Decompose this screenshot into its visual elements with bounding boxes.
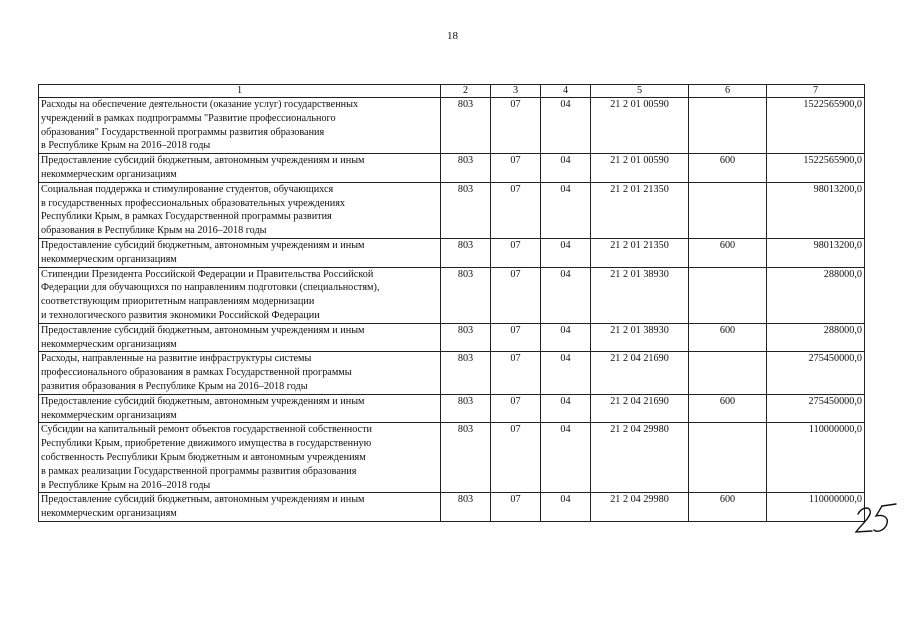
target-article-cell: 21 2 01 00590 <box>591 154 689 183</box>
subsection-code-cell: 04 <box>541 98 591 154</box>
section-code-cell: 07 <box>491 323 541 352</box>
header-col-6: 6 <box>689 85 767 98</box>
expense-name-line: в Республике Крым на 2016–2018 годы <box>41 479 211 491</box>
target-article-cell: 21 2 01 38930 <box>591 267 689 323</box>
expense-name-line: некоммерческим организациям <box>41 409 177 421</box>
header-col-3: 3 <box>491 85 541 98</box>
expense-name-line: образования" Государственной программы развития образования <box>41 126 325 138</box>
table-body <box>39 98 865 522</box>
target-article-cell: 21 2 01 21350 <box>591 238 689 267</box>
expense-type-cell <box>689 98 767 154</box>
amount-cell: 288000,0 <box>767 267 865 323</box>
subsection-code-cell: 04 <box>541 323 591 352</box>
expense-name-line: некоммерческим организациям <box>41 168 177 180</box>
subsection-code-cell: 04 <box>541 352 591 394</box>
target-article-cell: 21 2 04 21690 <box>591 352 689 394</box>
subsection-code-cell: 04 <box>541 238 591 267</box>
amount-cell: 98013200,0 <box>767 182 865 238</box>
target-article-cell: 21 2 01 00590 <box>591 98 689 154</box>
expense-name-cell <box>39 238 441 267</box>
target-article-cell: 21 2 01 21350 <box>591 182 689 238</box>
header-col-5: 5 <box>591 85 689 98</box>
table-row <box>39 267 865 323</box>
expense-name-line: Предоставление субсидий бюджетным, автономным учреждениям и иным <box>41 395 365 407</box>
expense-name-line: некоммерческим организациям <box>41 338 177 350</box>
expense-name-line: Предоставление субсидий бюджетным, автономным учреждениям и иным <box>41 324 365 336</box>
amount-cell: 110000000,0 <box>767 493 865 522</box>
expense-type-cell: 600 <box>689 394 767 423</box>
expense-name-cell <box>39 352 441 394</box>
table-row <box>39 423 865 493</box>
expense-type-cell <box>689 267 767 323</box>
expense-name-cell <box>39 423 441 493</box>
expense-name-line: Федерации для обучающихся по направлениям подготовки (специальностям), <box>41 282 380 294</box>
subsection-code-cell: 04 <box>541 394 591 423</box>
ministry-code-cell: 803 <box>441 267 491 323</box>
section-code-cell: 07 <box>491 423 541 493</box>
ministry-code-cell: 803 <box>441 238 491 267</box>
target-article-cell: 21 2 04 21690 <box>591 394 689 423</box>
expense-name-line: в рамках реализации Государственной программы развития образования <box>41 465 357 477</box>
section-code-cell: 07 <box>491 267 541 323</box>
table-row <box>39 394 865 423</box>
expense-name-line: Социальная поддержка и стимулирование студентов, обучающихся <box>41 183 334 195</box>
expense-name-line: Республики Крым, в рамках Государственной программы развития <box>41 211 332 223</box>
amount-cell: 110000000,0 <box>767 423 865 493</box>
header-row <box>39 85 865 98</box>
expense-name-cell <box>39 267 441 323</box>
expense-name-line: профессионального образования в рамках Государственной программы <box>41 367 352 379</box>
amount-cell: 1522565900,0 <box>767 98 865 154</box>
table-row <box>39 182 865 238</box>
expense-name-cell <box>39 323 441 352</box>
table-row <box>39 238 865 267</box>
subsection-code-cell: 04 <box>541 493 591 522</box>
section-code-cell: 07 <box>491 182 541 238</box>
table-row <box>39 323 865 352</box>
header-col-1: 1 <box>39 85 441 98</box>
expense-name-line: и технологического развития экономики Российской Федерации <box>41 309 320 321</box>
expense-name-cell <box>39 154 441 183</box>
header-col-7: 7 <box>767 85 865 98</box>
target-article-cell: 21 2 04 29980 <box>591 493 689 522</box>
amount-cell: 275450000,0 <box>767 394 865 423</box>
budget-table <box>38 84 865 522</box>
subsection-code-cell: 04 <box>541 182 591 238</box>
table-row <box>39 154 865 183</box>
expense-name-line: Субсидии на капитальный ремонт объектов государственной собственности <box>41 424 372 436</box>
table-row <box>39 98 865 154</box>
subsection-code-cell: 04 <box>541 154 591 183</box>
expense-name-line: Предоставление субсидий бюджетным, автономным учреждениям и иным <box>41 239 365 251</box>
handwritten-signature <box>852 500 900 538</box>
table-row <box>39 352 865 394</box>
expense-type-cell <box>689 423 767 493</box>
ministry-code-cell: 803 <box>441 352 491 394</box>
ministry-code-cell: 803 <box>441 154 491 183</box>
ministry-code-cell: 803 <box>441 493 491 522</box>
expense-name-line: Стипендии Президента Российской Федерации и Правительства Российской <box>41 268 374 280</box>
expense-type-cell: 600 <box>689 493 767 522</box>
ministry-code-cell: 803 <box>441 394 491 423</box>
table-row <box>39 493 865 522</box>
section-code-cell: 07 <box>491 394 541 423</box>
header-col-2: 2 <box>441 85 491 98</box>
section-code-cell: 07 <box>491 493 541 522</box>
expense-name-cell <box>39 493 441 522</box>
header-col-4: 4 <box>541 85 591 98</box>
expense-name-line: в государственных профессиональных образовательных учреждениях <box>41 197 346 209</box>
expense-name-line: Республики Крым, приобретение движимого имущества в государственную <box>41 438 372 450</box>
expense-name-cell <box>39 98 441 154</box>
target-article-cell: 21 2 01 38930 <box>591 323 689 352</box>
expense-name-line: некоммерческим организациям <box>41 253 177 265</box>
section-code-cell: 07 <box>491 238 541 267</box>
ministry-code-cell: 803 <box>441 182 491 238</box>
ministry-code-cell: 803 <box>441 98 491 154</box>
ministry-code-cell: 803 <box>441 423 491 493</box>
expense-name-line: Предоставление субсидий бюджетным, автономным учреждениям и иным <box>41 155 365 167</box>
expense-type-cell: 600 <box>689 238 767 267</box>
expense-name-line: образования в Республике Крым на 2016–2018 годы <box>41 225 267 237</box>
ministry-code-cell: 803 <box>441 323 491 352</box>
amount-cell: 288000,0 <box>767 323 865 352</box>
expense-name-line: Предоставление субсидий бюджетным, автономным учреждениям и иным <box>41 494 365 506</box>
expense-type-cell: 600 <box>689 323 767 352</box>
page-number: 18 <box>447 30 458 42</box>
amount-cell: 98013200,0 <box>767 238 865 267</box>
expense-name-line: соответствующим приоритетным направлениям модернизации <box>41 296 315 308</box>
amount-cell: 275450000,0 <box>767 352 865 394</box>
target-article-cell: 21 2 04 29980 <box>591 423 689 493</box>
section-code-cell: 07 <box>491 98 541 154</box>
expense-name-line: Расходы на обеспечение деятельности (оказание услуг) государственных <box>41 99 359 110</box>
expense-name-line: в Республике Крым на 2016–2018 годы <box>41 140 211 152</box>
expense-name-line: Расходы, направленные на развитие инфраструктуры системы <box>41 353 312 365</box>
expense-name-cell <box>39 394 441 423</box>
expense-name-line: учреждений в рамках подпрограммы "Развитие профессионального <box>41 112 336 124</box>
expense-name-cell <box>39 182 441 238</box>
expense-type-cell <box>689 352 767 394</box>
expense-name-line: собственность Республики Крым бюджетным и автономным учреждениям <box>41 451 366 463</box>
expense-name-line: развития образования в Республике Крым на 2016–2018 годы <box>41 380 308 392</box>
amount-cell: 1522565900,0 <box>767 154 865 183</box>
section-code-cell: 07 <box>491 154 541 183</box>
subsection-code-cell: 04 <box>541 423 591 493</box>
subsection-code-cell: 04 <box>541 267 591 323</box>
expense-name-line: некоммерческим организациям <box>41 508 177 520</box>
expense-type-cell <box>689 182 767 238</box>
expense-type-cell: 600 <box>689 154 767 183</box>
section-code-cell: 07 <box>491 352 541 394</box>
